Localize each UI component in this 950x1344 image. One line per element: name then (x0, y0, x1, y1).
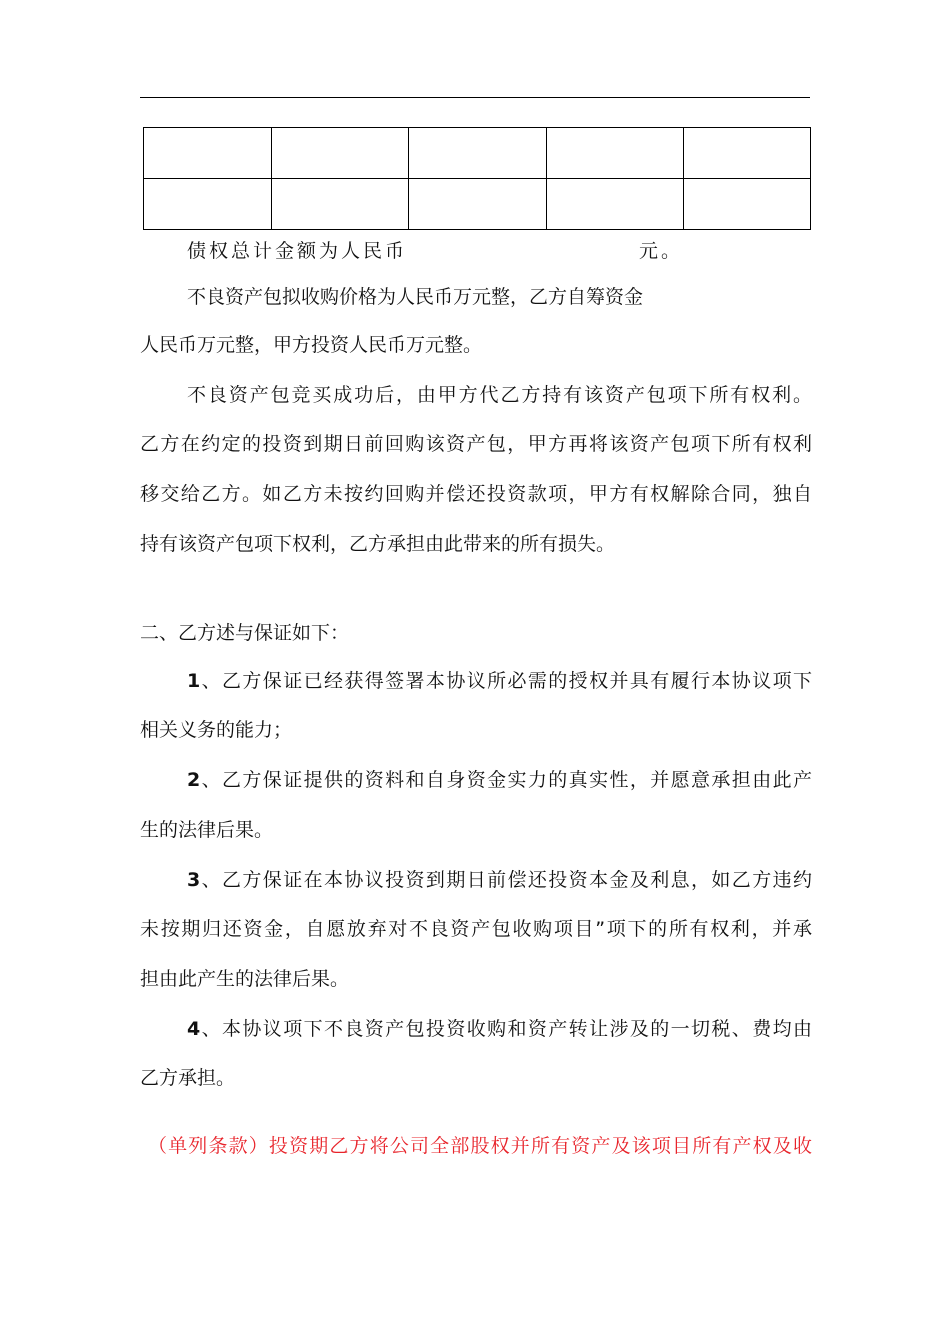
buyback-line-2: 乙方在约定的投资到期日前回购该资产包，甲方再将该资产包项下所有权利 (140, 433, 812, 455)
price-line-1: 不良资产包拟收购价格为人民币万元整，乙方自筹资金 (187, 286, 644, 308)
table-cell (684, 128, 811, 179)
table-cell (272, 179, 409, 230)
table-cell (409, 179, 547, 230)
clause-number: 4 (187, 1018, 201, 1040)
table-cell (409, 128, 547, 179)
clause-number: 3 (187, 869, 201, 891)
clause-number: 2 (187, 769, 201, 791)
optional-clause: （单列条款）投资期乙方将公司全部股权并所有资产及该项目所有产权及收 (148, 1135, 812, 1157)
debt-total-label: 债权总计金额为人民币 (187, 240, 408, 262)
table-cell (144, 128, 272, 179)
price-line-2: 人民币万元整，甲方投资人民币万元整。 (140, 334, 483, 356)
table-cell (547, 128, 684, 179)
table-cell (144, 179, 272, 230)
table-cell (272, 128, 409, 179)
clause-item-4 (187, 1017, 812, 1041)
clause-text: 、乙方保证在本协议投资到期日前偿还投资本金及利息，如乙方违约 (200, 869, 812, 891)
table-cell (547, 179, 684, 230)
buyback-line-1: 不良资产包竞买成功后，由甲方代乙方持有该资产包项下所有权利。 (187, 384, 812, 406)
debt-total-unit: 元。 (639, 240, 684, 262)
section-heading: 二、乙方述与保证如下： (140, 622, 350, 644)
clause-item-1-cont: 相关义务的能力； (140, 719, 293, 741)
clause-item-4-cont: 乙方承担。 (140, 1067, 236, 1089)
buyback-line-4: 持有该资产包项下权利，乙方承担由此带来的所有损失。 (140, 533, 616, 555)
asset-table (143, 127, 811, 230)
clause-text: 、乙方保证提供的资料和自身资金实力的真实性，并愿意承担由此产 (200, 769, 812, 791)
clause-item-3-cont: 未按期归还资金，自愿放弃对不良资产包收购项目”项下的所有权利，并承 (140, 918, 812, 940)
clause-item-2-cont: 生的法律后果。 (140, 819, 274, 841)
table-row (144, 179, 811, 230)
clause-number: 1 (187, 670, 201, 692)
clause-text: 、乙方保证已经获得签署本协议所必需的授权并具有履行本协议项下 (200, 670, 812, 692)
clause-text: 、本协议项下不良资产包投资收购和资产转让涉及的一切税、费均由 (200, 1018, 812, 1040)
clause-item-3 (187, 868, 812, 892)
clause-item-1 (187, 669, 812, 693)
clause-item-3-cont2: 担由此产生的法律后果。 (140, 968, 350, 990)
buyback-line-3: 移交给乙方。如乙方未按约回购并偿还投资款项，甲方有权解除合同，独自 (140, 483, 812, 505)
table-row (144, 128, 811, 179)
header-rule (140, 97, 810, 98)
clause-item-2 (187, 768, 812, 792)
table-cell (684, 179, 811, 230)
